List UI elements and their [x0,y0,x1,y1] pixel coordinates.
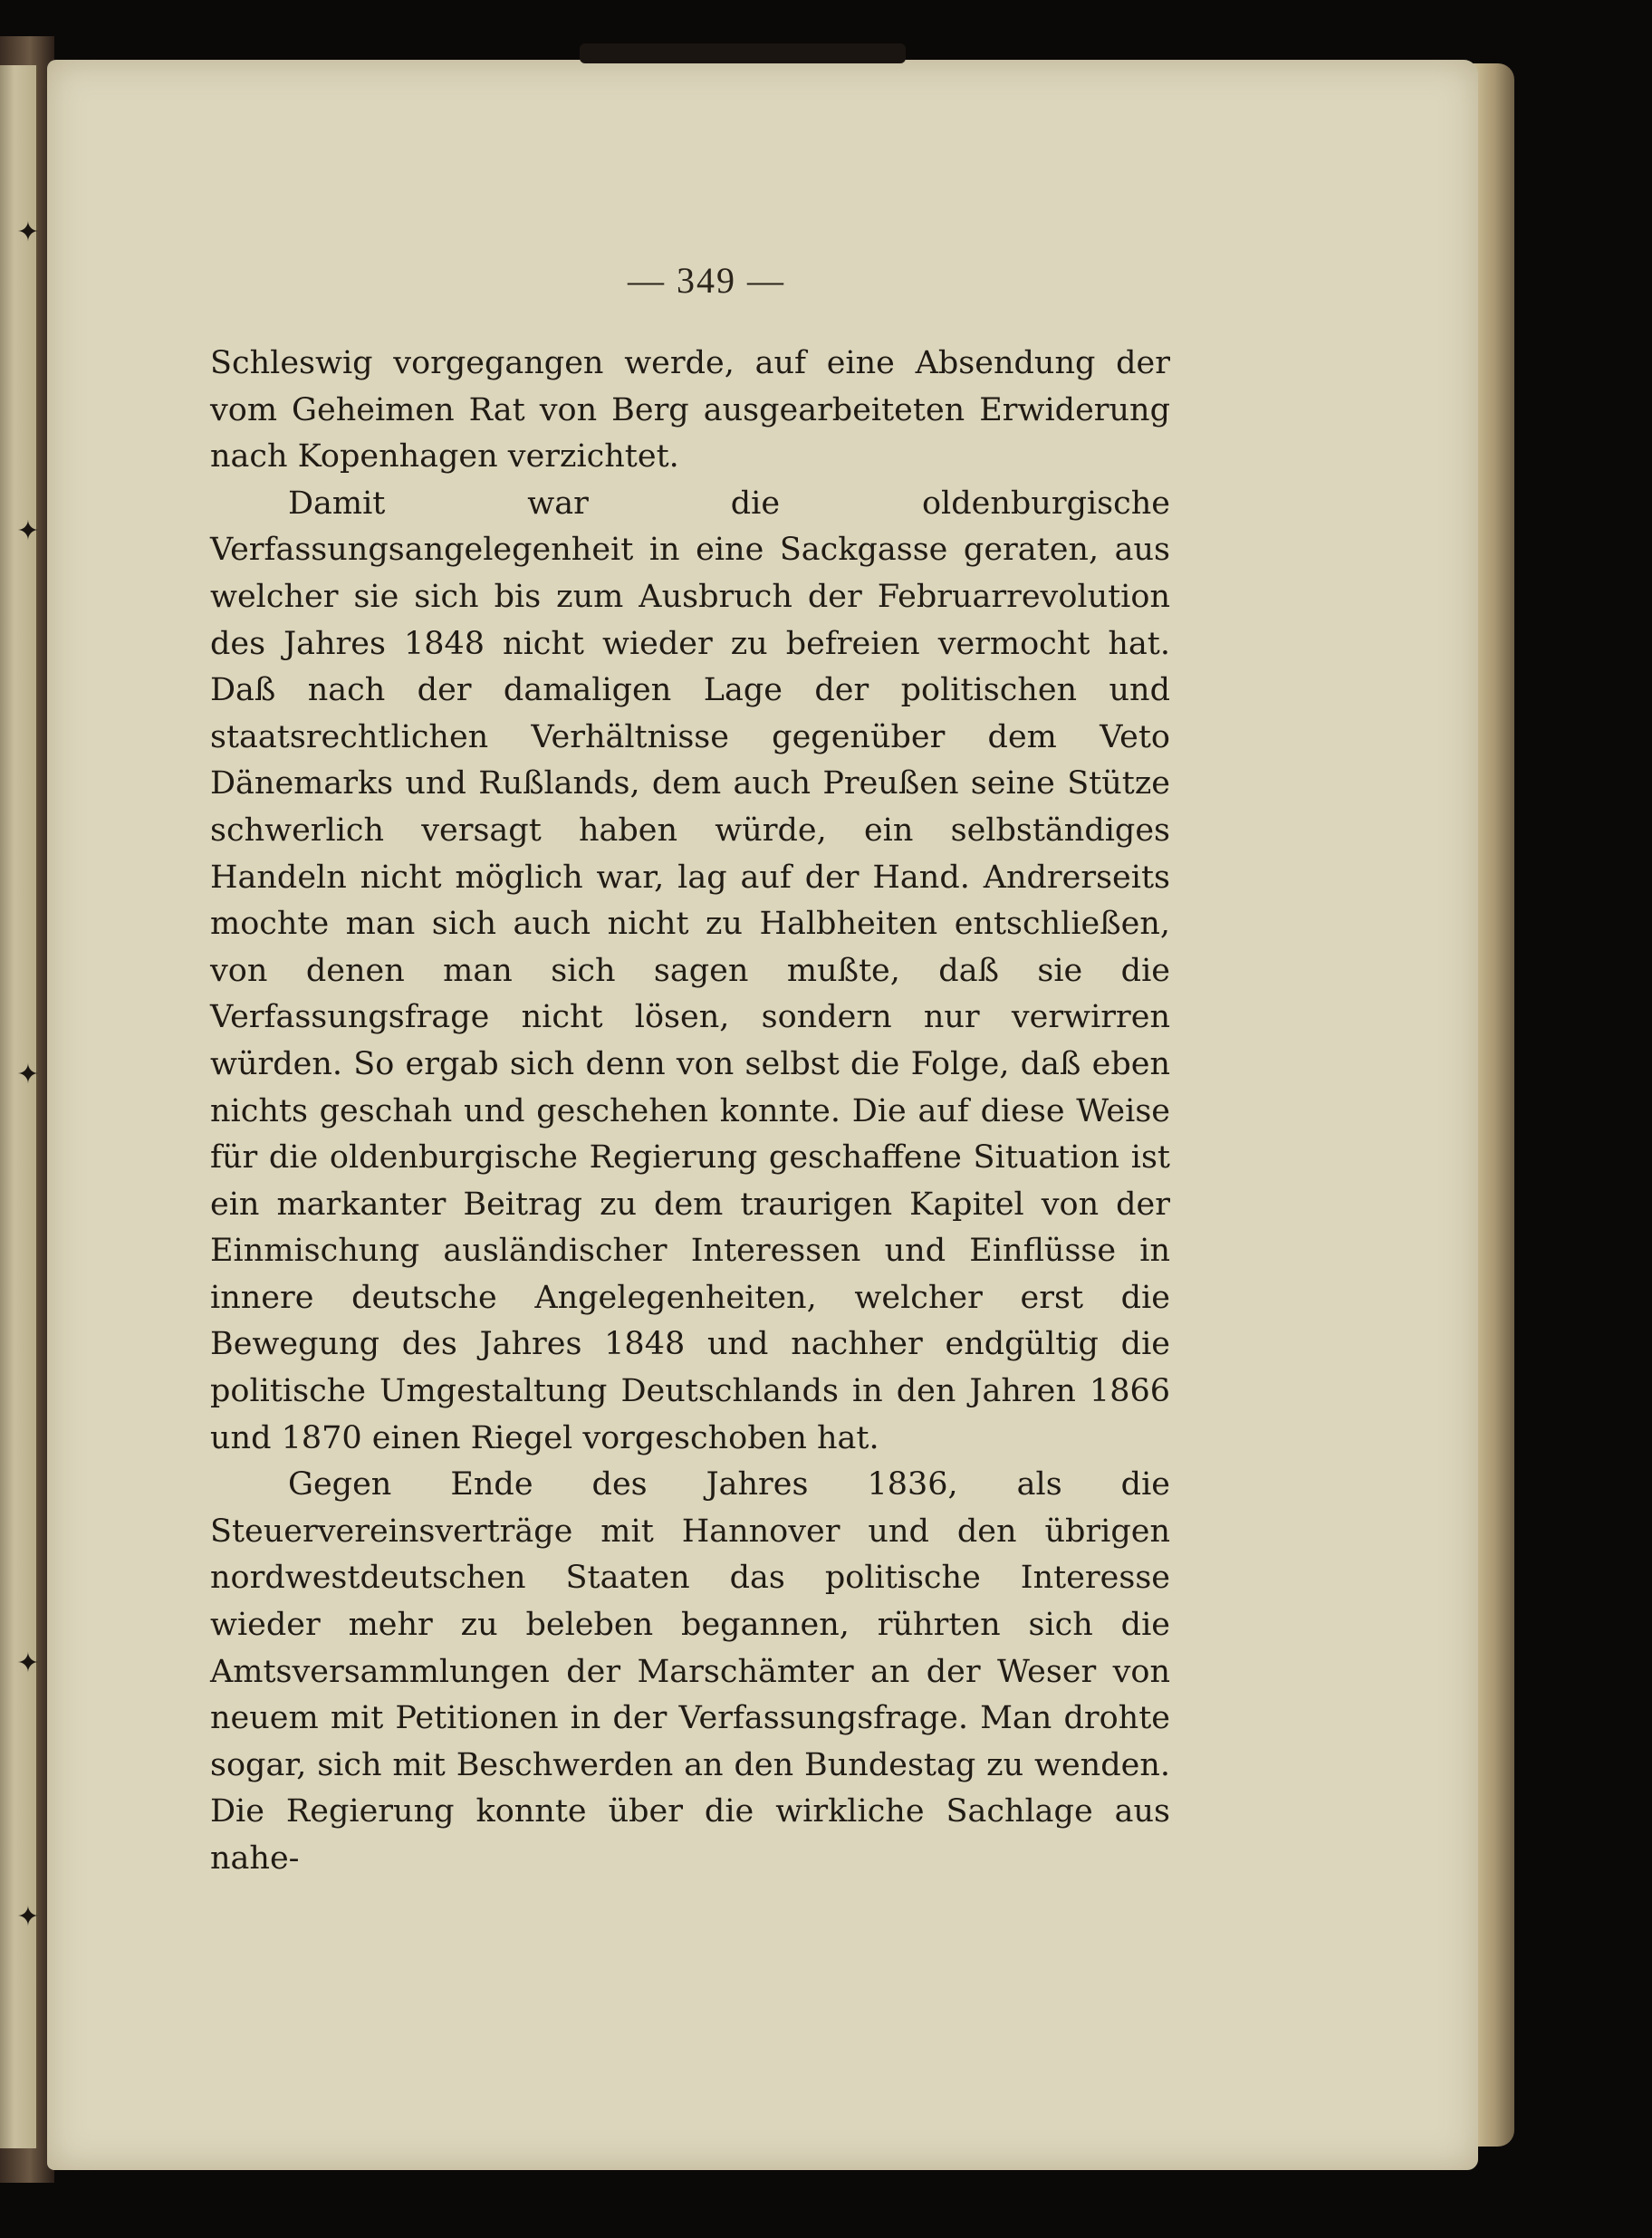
left-page-edge [0,65,38,2148]
binding-stitch-icon: ✦ [16,515,40,547]
page-number-header: — 349 — [628,260,785,301]
paragraph: Schleswig vorgegangen werde, auf eine Absendung der vom Geheimen Rat von Berg ausgearbeiteten Erwiderung nach Kopenhagen verzichtet. [210,345,1170,475]
paragraph: Gegen Ende des Jahres 1836, als die Steuervereinsverträge mit Hannover und den übrigen nordwestdeutschen Staaten das politische Interesse wieder mehr zu beleben begannen, rührten sich die Amtsversammlungen der Marschämter an der Weser von neuem mit Petitionen in der Verfassungsfrage. Man drohte sogar, sich mit Beschwerden an den Bundestag zu wenden. Die Regierung konnte über die wirkliche Sachlage aus nahe- [210,1466,1170,1877]
binding-stitch-icon: ✦ [16,1901,40,1933]
body-text [210,341,1170,1883]
binding-stitch-icon: ✦ [16,1647,40,1679]
binding-stitch-icon: ✦ [16,216,40,248]
binding-stitch-icon: ✦ [16,1059,40,1090]
paragraph: Damit war die oldenburgische Verfassungsangelegenheit in eine Sackgasse geraten, aus welcher sie sich bis zum Ausbruch der Februarrevolution des Jahres 1848 nicht wieder zu befreien vermocht hat. Daß nach der damaligen Lage der politischen und staatsrechtlichen Verhältnisse gegenüber dem Veto Dänemarks und Rußlands, dem auch Preußen seine Stütze schwerlich versagt haben würde, ein selbständiges Handeln nicht möglich war, lag auf der Hand. Andrerseits mochte man sich auch nicht zu Halbheiten entschließen, von denen man sich sagen mußte, daß sie die Verfassungsfrage nicht lösen, sondern nur verwirren würden. So ergab sich denn von selbst die Folge, daß eben nichts geschah und geschehen konnte. Die auf diese Weise für die oldenburgische Regierung geschaffene Situation ist ein markanter Beitrag zu dem traurigen Kapitel von der Einmischung ausländischer Interessen und Einflüsse in innere deutsche Angelegenheiten, welcher erst die Bewegung des Jahres 1848 und nachher endgültig die politische Umgestaltung Deutschlands in den Jahren 1866 und 1870 einen Riegel vorgeschoben hat. [210,485,1170,1456]
binding-tape [580,43,906,63]
